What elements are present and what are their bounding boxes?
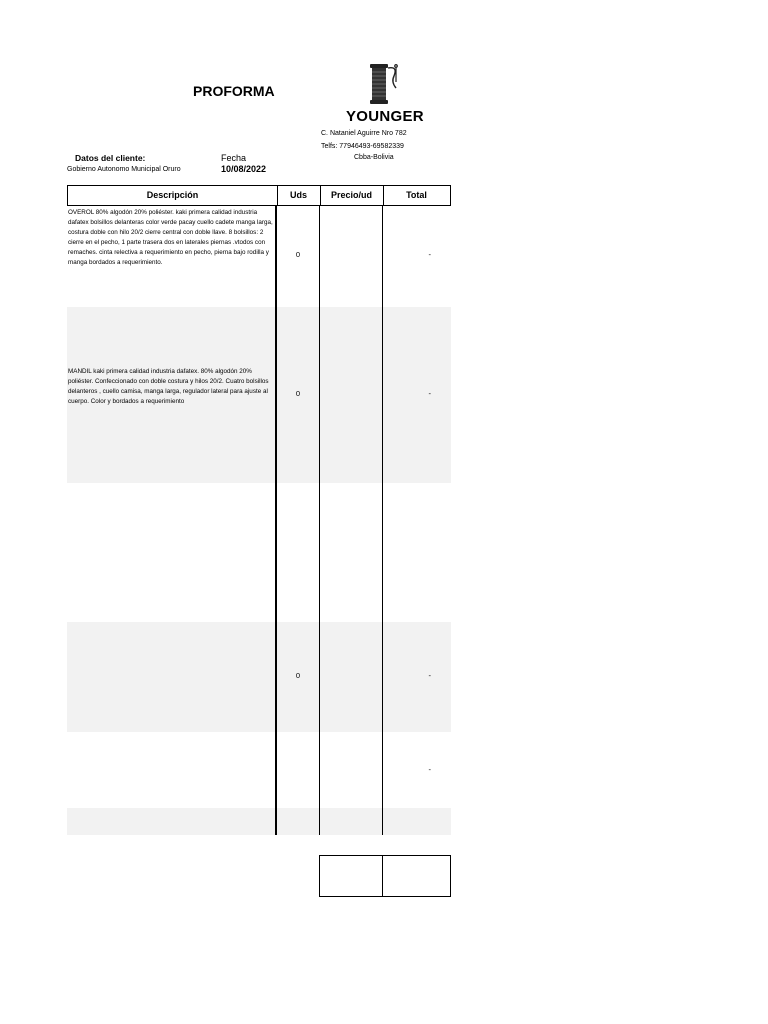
column-divider	[275, 206, 277, 835]
row-description: OVEROL 80% algodón 20% poliéster. kaki primera calidad industria dafatex bolsillos delanteras color verde pacay cuello cadete manga larga, costura doble con hilo 20/2 cierre central con doble llave. 8 bolsillos: 2 cierre en el pecho, 1 parte trasera dos en laterales piernas .vtodos con remaches. cinta relectiva a requerimiento en pecho, pierna bajo rodilla y manga bordados a requerimiento.	[68, 209, 273, 266]
column-header-description: Descripción	[68, 186, 278, 205]
row-total: -	[428, 671, 431, 680]
row-total: -	[428, 765, 431, 774]
row-units: 0	[295, 671, 301, 680]
table-header	[67, 185, 451, 206]
row-total: -	[428, 389, 431, 398]
column-header-units: Uds	[277, 186, 321, 205]
client-label: Datos del cliente:	[75, 153, 146, 163]
row-units: 0	[295, 250, 301, 259]
row-description: MANDIL kaki primera calidad industria dafatex. 80% algodón 20% poliéster. Confeccionado con doble costura y hilos 20/2. Cuatro bolsillos delanteros , cuello camisa, manga larga, regulador lateral para ajuste al cuerpo. Color y bordados a requerimiento	[68, 368, 269, 405]
column-divider	[382, 206, 383, 835]
subtotal-label-box	[319, 855, 383, 897]
client-name: Gobierno Autonomo Municipal Oruro	[67, 166, 181, 173]
column-divider	[319, 206, 320, 835]
row-units: 0	[295, 389, 301, 398]
page-title: PROFORMA	[193, 83, 275, 99]
brand-name: YOUNGER	[346, 108, 424, 125]
address-line: C. Nataniel Aguirre Nro 782	[321, 130, 407, 137]
city-line: Cbba-Bolivia	[354, 154, 394, 161]
row-band	[67, 808, 451, 835]
date-label: Fecha	[221, 153, 247, 163]
phone-line: Telfs: 77946493-69582339	[321, 143, 404, 150]
thread-spool-logo	[358, 62, 426, 110]
column-header-total: Total	[406, 190, 427, 200]
date-value: 10/08/2022	[221, 164, 267, 174]
column-header-unit-price: Precio/ud	[320, 186, 384, 205]
row-total: -	[428, 250, 431, 259]
subtotal-value-box	[382, 855, 451, 897]
